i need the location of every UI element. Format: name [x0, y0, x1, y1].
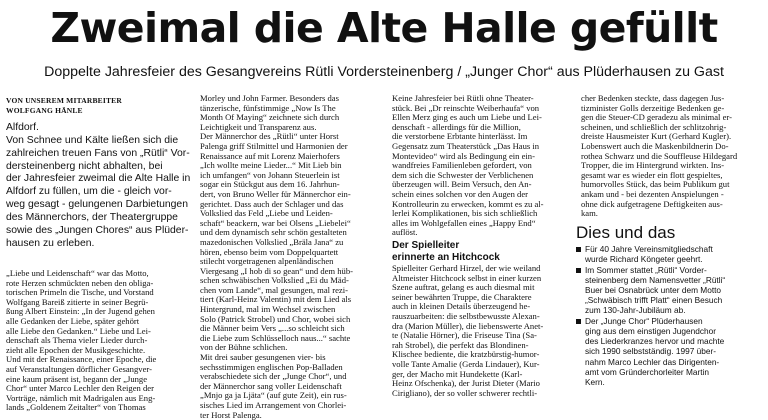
text-line: humorvolles Stück, das beim Publikum gut — [581, 180, 730, 190]
sidebar-item — [576, 244, 766, 264]
text-line: schen schwäbischen Volkslied „Ei du Mäd- — [200, 276, 349, 286]
text-line: Alfdorf zu füllen, um die - gleich vor- — [6, 186, 172, 198]
text-line: des Männerchors, der Theatergruppe — [6, 211, 178, 223]
text-line: Morley und John Farmer. Besonders das — [200, 94, 339, 103]
subheading-line: Der Spielleiter — [392, 240, 460, 251]
text-line: verabschiedete sich der „Junge Chor“, und — [200, 372, 347, 382]
text-line: torischen Primeln die Tische, und Vorstand — [6, 288, 154, 298]
text-line: tizminister Golls derzeitige Bedenken ge- — [581, 103, 725, 113]
text-line: Montevideo“ wird als Bedingung ein ein- — [392, 151, 535, 161]
text-line: Gegensatz zum Theaterstück „Das Haus in — [392, 141, 540, 151]
text-line: seiner bewährten Truppe, die Charaktere — [392, 292, 532, 302]
text-line: „Ich wollte meine Lieder...“ Mit Lieb bin — [200, 161, 342, 171]
text-line: Volkslied das Feld „Liebe und Leiden- — [200, 209, 333, 219]
column-2-body — [200, 94, 386, 420]
sidebar-item-line: nahm Marco Lechler das Dirigenten- — [585, 356, 720, 367]
text-line: Alfdorf. — [6, 122, 39, 133]
text-line: „Mnjo ga ja Ljäta“ (auf gute Zeit), ein rus- — [200, 391, 347, 401]
text-line: gen die Steuer-CD geradezu als minimal er- — [581, 113, 732, 123]
sidebar-box — [576, 244, 766, 414]
text-line: rah Strobel), die perfekt das Blondinen- — [392, 340, 529, 350]
text-line: zieht alle Epochen der Musikgeschichte. — [6, 345, 146, 355]
text-line: Keine Jahresfeier bei Rütli ohne Theater- — [392, 94, 534, 103]
text-line: Month Of Maying“ zeichnete sich durch — [200, 113, 340, 123]
text-line: volle Tante Amalie (Gerda Lindauer), Kur- — [392, 359, 540, 369]
text-line: auch in kleinen Details überzeugend he- — [392, 302, 531, 312]
text-line: tänzerische, fünfstimmige „Now Is The — [200, 103, 336, 113]
sidebar-item-line: „Schwäbisch trifft Platt“ einen Besuch — [585, 295, 723, 306]
sidebar-item-line: Der „Junge Chor“ Plüderhausen — [585, 316, 703, 327]
text-line: Solo (Patrick Strobel) und Chor, wobei sich — [200, 314, 351, 324]
byline-line: VON UNSEREM MITARBEITER — [6, 96, 122, 105]
text-line: lerlei Komplikationen, bis sich schließlich — [392, 209, 538, 219]
text-line: scheinen, und schließlich der schlitzohrig- — [581, 122, 727, 132]
text-line: rauszuarbeiten: die selbstbewusste Alexan- — [392, 311, 540, 321]
text-line: denschaft als Thema vieler Lieder durch- — [6, 336, 148, 346]
text-line: Cirigliano), der so voller schwerer rechtli- — [392, 388, 538, 398]
text-line: sisches Lied im Arrangement von Chorlei- — [200, 401, 347, 410]
sidebar-item-line: steinenberg dem Namensvetter „Rütli“ — [585, 275, 726, 286]
subheading-line: erinnerte an Hitchcock — [392, 252, 500, 263]
text-line: Mit drei sauber gesungenen vier- bis — [200, 353, 326, 363]
text-line: die Liebe zum Schlüsselloch naus...“ sachte — [200, 333, 351, 343]
text-line: rothea Schwarz und die Souffleuse Hildegard — [581, 151, 738, 161]
text-line: ter Horst Palenga. — [200, 410, 262, 420]
text-line: dreiste Hausmeister Kurt (Gerhard Kugler). — [581, 132, 732, 142]
sidebar-item-line: des Liederkranzes hervor und machte — [585, 336, 725, 347]
text-line: Wolfgang Bareiß zitierte in seiner Begrü- — [6, 297, 149, 307]
text-line: Und mit der Renaissance, einer Epoche, die — [6, 355, 157, 365]
intro-paragraph — [6, 122, 194, 250]
text-line: weg gesagt - gelungenen Darbietungen — [6, 199, 188, 211]
text-line: chen vom Lande“, mal gesungen, mal rezi- — [200, 285, 348, 295]
sidebar-item-line: Für 40 Jahre Vereinsmitgliedschaft — [585, 244, 713, 254]
text-line: „Liebe und Leidenschaft“ war das Motto, — [6, 269, 149, 278]
text-line: stück. Bei „Dr reinschte Weiberhaufa“ von — [392, 103, 540, 113]
sidebar-item-line: zum 130-Jahr-Jubiläum ab. — [585, 305, 686, 316]
text-line: alle Liebe den Gedanken.“ Liebe und Lei- — [6, 326, 151, 336]
text-line: von der Bühne schlichen. — [200, 343, 288, 353]
text-line: die verstorbene Erbtante hinterlässt. Im — [392, 132, 528, 142]
sidebar-item — [576, 316, 766, 386]
column-4-body — [581, 94, 763, 219]
byline — [6, 96, 146, 116]
bullet-square-icon — [576, 319, 581, 324]
text-line: Der Männerchor des „Rütli“ unter Horst — [200, 132, 339, 142]
text-line: kam. — [581, 209, 598, 219]
text-line: sechsstimmigen englischen Pop-Balladen — [200, 362, 343, 372]
text-line: auflöst. — [392, 228, 418, 238]
text-line: auf Veranstaltungen dörflicher Gesangver- — [6, 364, 152, 374]
text-line: der Jahresfeier zweimal die Alte Halle in — [6, 173, 191, 185]
text-line: cher Bedenken steckte, dass dagegen Jus- — [581, 94, 725, 103]
text-line: schaft“ beackern, war bei Olsens „Liebelei“ — [200, 218, 351, 228]
sidebar-item — [576, 265, 766, 315]
text-line: Klischee bediente, die kratzbürstig-humor- — [392, 350, 540, 360]
text-line: Tropper, die im Hintergrund wirkten. Ins- — [581, 161, 725, 171]
text-line: der Männerchor sang voller Leidenschaft — [200, 381, 342, 391]
text-line: tiert (Karl-Heinz Valentin) mit dem Lied als — [200, 295, 352, 305]
column-3-body-bottom — [392, 264, 574, 398]
text-line: denschaft - allerdings für die Million, — [392, 122, 521, 132]
text-line: gesamt war es wieder ein flott gespieltes, — [581, 170, 723, 180]
column-1-body — [6, 269, 194, 413]
text-line: gerichtet. Dass auch der Schlager und das — [200, 199, 344, 209]
text-line: ßung Albert Einstein: „In der Jugend gehen — [6, 307, 155, 317]
text-line: Vorträge, nämlich mit Madrigalen aus Eng- — [6, 393, 156, 403]
text-line: Kontrolleurin zu erwecken, kommt es zu al- — [392, 199, 544, 209]
text-line: und dem dynamisch sehr schön gestalteten — [200, 228, 347, 238]
bullet-square-icon — [576, 247, 581, 252]
sidebar-item-line: Kern. — [585, 376, 605, 387]
text-line: dert, von Bruno Weller für Männerchor ein- — [200, 189, 351, 199]
text-line: lands „Goldenem Zeitalter“ von Thomas — [6, 403, 146, 413]
text-line: stilecht vorgetragenen alpenländischen — [200, 257, 334, 267]
sidebar-item-line: ging aus dem einstigen Jugendchor — [585, 326, 716, 337]
text-line: Altmeister Hitchcock selbst in einer kurzen — [392, 273, 542, 283]
text-line: wandfreies Familienleben gefordert, von — [392, 161, 532, 171]
text-line: Von Schnee und Kälte ließen sich die — [6, 134, 179, 146]
text-line: hausen zu erleben. — [6, 237, 95, 249]
text-line: Hintergrund, mal im Wechsel zwischen — [200, 305, 336, 315]
text-line: alles im Wohlgefallen eines „Happy End“ — [392, 218, 536, 228]
sidebar-title: Dies und das — [576, 223, 676, 242]
text-line: Ellen Merz ging es auch um Liebe und Lei- — [392, 113, 542, 123]
text-line: ich umfangen“ von Johann Steuerlein ist — [200, 170, 340, 180]
text-line: Chor“ unter Marco Lechler den Reigen der — [6, 384, 154, 394]
text-line: Renaissance auf mit Lorenz Maierhofers — [200, 151, 340, 161]
subheadline: Doppelte Jahresfeier des Gesangvereins Rütli Vordersteinenberg / „Junger Chor“ aus Plüderhausen zu Gast — [44, 64, 724, 80]
text-line: hören, ebenso beim vom Doppelquartett — [200, 247, 339, 257]
text-line: Heinz Ofschenka), der Jurist Dieter (Mario — [392, 379, 540, 389]
sidebar-item-line: Buer bei Osnabrück unter dem Motto — [585, 285, 722, 296]
text-line: ger, der Macho mit Hundekette (Karl- — [392, 369, 523, 379]
text-line: Spielleiter Gerhard Hirzel, der wie weiland — [392, 264, 541, 273]
column-3-subheading — [392, 240, 574, 264]
text-line: sowie des „Jungen Chores“ aus Plüder- — [6, 224, 189, 236]
text-line: Palenga griff Stilmittel und Harmonien der — [200, 141, 348, 151]
byline-author: WOLFGANG HÄNLE — [6, 106, 83, 115]
text-line: Lobenswert auch die Maskenbildnerin Do- — [581, 141, 729, 151]
text-line: die Männer beim Vers „...so schleicht sich — [200, 324, 345, 334]
column-3-body-top — [392, 94, 574, 238]
sidebar-item-line: Im Sommer stattet „Rütli“ Vorder- — [585, 265, 707, 276]
text-line: Viergesang „I hob di so gean“ und dem hüb- — [200, 266, 354, 276]
text-line: mazedonischen Volkslied „Bräla Jana“ zu — [200, 237, 344, 247]
text-line: schein eines solchen vor den Augen der — [392, 189, 529, 199]
sidebar-item-line: sich 1990 selbstständig. 1997 über- — [585, 346, 716, 357]
text-line: dra (Marion Müller), die liebenswerte Anet- — [392, 321, 544, 331]
text-line: dersteinenberg nicht abhalten, bei — [6, 160, 163, 172]
text-line: Leichtigkeit und Transparenz aus. — [200, 122, 317, 132]
text-line: te (Natalie Hörner), die Friseuse Tina (Sa- — [392, 331, 537, 341]
text-line: zahlreichen treuen Fans von „Rütli“ Vor- — [6, 147, 190, 159]
text-line: dem sich die Schwester der Verblichenen — [392, 170, 534, 180]
headline: Zweimal die Alte Halle gefüllt — [50, 4, 718, 52]
text-line: eine kaum präsent ist, begann der „Junge — [6, 374, 148, 384]
sidebar-item-line: amt vom Gründerchorleiter Martin — [585, 366, 710, 377]
text-line: rote Herzen schmückten neben den obliga- — [6, 278, 154, 288]
text-line: ohne dick aufgetragene Deftigkeiten aus- — [581, 199, 723, 209]
sidebar-item-line: wurde Richard Köngeter geehrt. — [585, 254, 703, 265]
text-line: überzeugen will. Beim Versuch, den An- — [392, 180, 532, 190]
text-line: alle Gedanken der Liebe, später gehört — [6, 316, 140, 326]
bullet-square-icon — [576, 268, 581, 273]
text-line: sogar ein Stückgut aus dem 16. Jahrhun- — [200, 180, 340, 190]
text-line: ankam und - bei dezenten Anspielungen - — [581, 189, 724, 199]
text-line: Szene auftrat, gelang es auch diesmal mit — [392, 283, 535, 293]
